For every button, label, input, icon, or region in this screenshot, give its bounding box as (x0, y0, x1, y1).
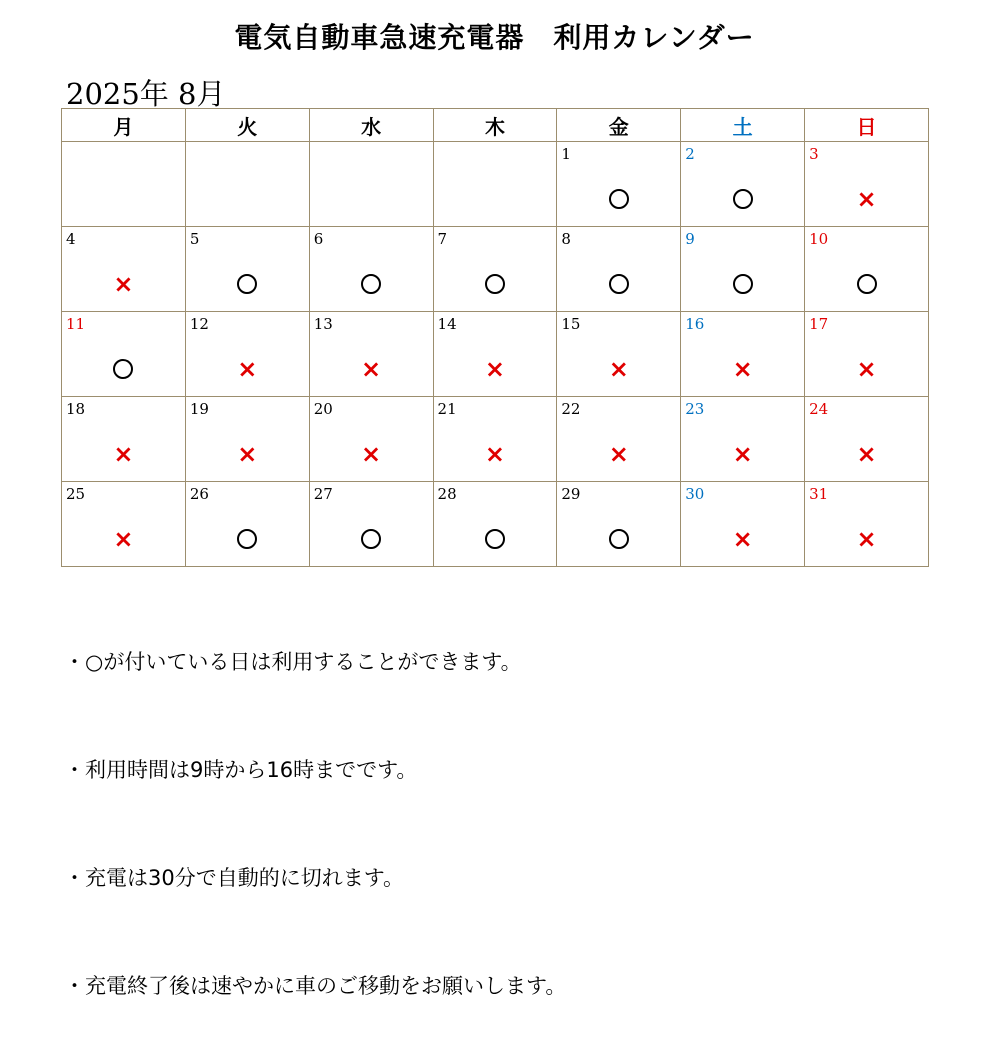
calendar-week-row (62, 312, 929, 397)
calendar-day-cell (185, 227, 309, 312)
cross-icon: × (113, 270, 134, 298)
day-number: 15 (561, 315, 581, 333)
unavailable-cross-icon (186, 441, 309, 467)
page-title: 電気自動車急速充電器 利用カレンダー (234, 21, 755, 54)
weekday-header: 月 (62, 109, 186, 142)
unavailable-cross-icon (805, 441, 928, 467)
unavailable-cross-icon (805, 186, 928, 212)
cross-icon: × (732, 525, 753, 553)
available-circle-icon (681, 186, 804, 212)
unavailable-cross-icon (310, 441, 433, 467)
calendar-week-row (62, 482, 929, 567)
cross-icon: × (484, 440, 505, 468)
day-number: 10 (809, 230, 829, 248)
calendar-empty-cell (62, 142, 186, 227)
calendar-day-cell (185, 397, 309, 482)
calendar-day-cell (805, 142, 929, 227)
weekday-header-row (62, 109, 929, 142)
unavailable-cross-icon (186, 356, 309, 382)
available-circle-icon (557, 186, 680, 212)
day-number: 18 (66, 400, 86, 418)
unavailable-cross-icon (434, 356, 557, 382)
circle-icon (733, 274, 753, 294)
unavailable-cross-icon (805, 526, 928, 552)
calendar-empty-cell (309, 142, 433, 227)
available-circle-icon (805, 271, 928, 297)
calendar-day-cell (557, 312, 681, 397)
day-number: 26 (189, 485, 209, 503)
unavailable-cross-icon (434, 441, 557, 467)
calendar-empty-cell (433, 142, 557, 227)
cross-icon: × (608, 355, 629, 383)
calendar-day-cell (557, 397, 681, 482)
calendar-day-cell (805, 312, 929, 397)
day-number: 13 (313, 315, 333, 333)
weekday-header: 金 (557, 109, 681, 142)
calendar-day-cell (62, 227, 186, 312)
unavailable-cross-icon (62, 441, 185, 467)
circle-icon (609, 274, 629, 294)
calendar-body (62, 142, 929, 567)
calendar-day-cell (433, 482, 557, 567)
day-number: 29 (561, 485, 581, 503)
day-number: 17 (809, 315, 829, 333)
calendar-day-cell (557, 142, 681, 227)
calendar-day-cell (185, 312, 309, 397)
day-number: 2 (685, 145, 695, 163)
available-circle-icon (186, 526, 309, 552)
day-number: 9 (685, 230, 695, 248)
unavailable-cross-icon (681, 526, 804, 552)
calendar-day-cell (805, 397, 929, 482)
circle-icon (237, 529, 257, 549)
calendar-day-cell (62, 482, 186, 567)
note-item: ・充電は30分で自動的に切れます。 (64, 866, 405, 890)
day-number: 16 (685, 315, 705, 333)
calendar-day-cell (557, 482, 681, 567)
calendar-day-cell (805, 227, 929, 312)
cross-icon: × (484, 355, 505, 383)
circle-icon (361, 529, 381, 549)
unavailable-cross-icon (681, 441, 804, 467)
unavailable-cross-icon (557, 356, 680, 382)
day-number: 21 (437, 400, 457, 418)
day-number: 27 (313, 485, 333, 503)
weekday-header: 水 (309, 109, 433, 142)
calendar-day-cell (433, 227, 557, 312)
day-number: 6 (313, 230, 324, 248)
day-number: 14 (437, 315, 457, 333)
note-item: ・利用時間は9時から16時までです。 (64, 758, 418, 782)
calendar-day-cell (62, 397, 186, 482)
calendar-week-row (62, 142, 929, 227)
notes-list (64, 572, 566, 1040)
cross-icon: × (361, 355, 382, 383)
cross-icon: × (113, 440, 134, 468)
day-number: 24 (809, 400, 829, 418)
note-item: ・○が付いている日は利用することができます。 (64, 650, 522, 674)
calendar-grid (61, 108, 929, 567)
available-circle-icon (557, 271, 680, 297)
available-circle-icon (62, 356, 185, 382)
calendar-day-cell (309, 482, 433, 567)
cross-icon: × (608, 440, 629, 468)
calendar-day-cell (309, 312, 433, 397)
circle-icon (857, 274, 877, 294)
available-circle-icon (310, 271, 433, 297)
unavailable-cross-icon (557, 441, 680, 467)
available-circle-icon (310, 526, 433, 552)
calendar-day-cell (805, 482, 929, 567)
day-number: 23 (685, 400, 705, 418)
calendar-day-cell (681, 482, 805, 567)
weekday-header: 木 (433, 109, 557, 142)
unavailable-cross-icon (62, 271, 185, 297)
cross-icon: × (856, 185, 877, 213)
unavailable-cross-icon (310, 356, 433, 382)
month-label: 2025年 8月 (66, 77, 226, 111)
cross-icon: × (113, 525, 134, 553)
calendar-day-cell (185, 482, 309, 567)
cross-icon: × (732, 440, 753, 468)
cross-icon: × (856, 440, 877, 468)
calendar-empty-cell (185, 142, 309, 227)
day-number: 11 (66, 315, 86, 333)
circle-icon (237, 274, 257, 294)
day-number: 20 (313, 400, 333, 418)
calendar-day-cell (681, 312, 805, 397)
circle-icon (361, 274, 381, 294)
circle-icon (485, 529, 505, 549)
day-number: 7 (437, 230, 448, 248)
weekday-header-saturday: 土 (681, 109, 805, 142)
calendar-day-cell (62, 312, 186, 397)
day-number: 5 (189, 230, 200, 248)
calendar-week-row (62, 227, 929, 312)
day-number: 3 (809, 145, 819, 163)
circle-icon (609, 529, 629, 549)
day-number: 1 (561, 145, 571, 163)
weekday-header-sunday: 日 (805, 109, 929, 142)
day-number: 25 (66, 485, 86, 503)
circle-icon (733, 189, 753, 209)
day-number: 12 (189, 315, 209, 333)
day-number: 30 (685, 485, 705, 503)
circle-icon (485, 274, 505, 294)
calendar-day-cell (309, 227, 433, 312)
day-number: 28 (437, 485, 457, 503)
calendar-week-row (62, 397, 929, 482)
weekday-header: 火 (185, 109, 309, 142)
calendar-day-cell (433, 312, 557, 397)
cross-icon: × (856, 525, 877, 553)
calendar-day-cell (557, 227, 681, 312)
day-number: 22 (561, 400, 581, 418)
unavailable-cross-icon (62, 526, 185, 552)
cross-icon: × (237, 355, 258, 383)
circle-icon (609, 189, 629, 209)
cross-icon: × (237, 440, 258, 468)
calendar-day-cell (681, 397, 805, 482)
available-circle-icon (557, 526, 680, 552)
cross-icon: × (732, 355, 753, 383)
available-circle-icon (681, 271, 804, 297)
unavailable-cross-icon (805, 356, 928, 382)
calendar-day-cell (681, 142, 805, 227)
note-item: ・充電終了後は速やかに車のご移動をお願いします。 (64, 974, 567, 998)
available-circle-icon (186, 271, 309, 297)
available-circle-icon (434, 526, 557, 552)
day-number: 31 (809, 485, 829, 503)
cross-icon: × (361, 440, 382, 468)
day-number: 4 (66, 230, 76, 248)
day-number: 8 (561, 230, 571, 248)
day-number: 19 (189, 400, 209, 418)
unavailable-cross-icon (681, 356, 804, 382)
circle-icon (113, 359, 133, 379)
available-circle-icon (434, 271, 557, 297)
calendar-day-cell (309, 397, 433, 482)
calendar-day-cell (681, 227, 805, 312)
calendar-day-cell (433, 397, 557, 482)
cross-icon: × (856, 355, 877, 383)
